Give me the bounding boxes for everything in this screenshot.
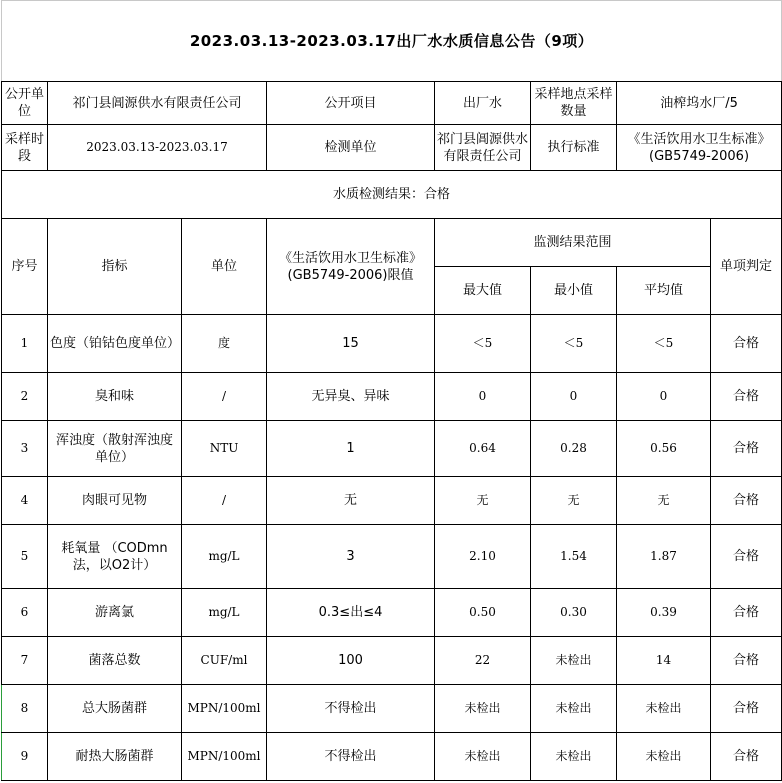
- cell-no: 9: [2, 733, 48, 781]
- cell-limit: 15: [267, 315, 435, 373]
- cell-avg: 14: [617, 637, 711, 685]
- cell-no: 2: [2, 373, 48, 421]
- cell-avg: 无: [617, 477, 711, 525]
- label-public-item: 公开项目: [267, 82, 435, 125]
- cell-max: 22: [435, 637, 531, 685]
- cell-min: 0.30: [531, 589, 617, 637]
- cell-max: ＜5: [435, 315, 531, 373]
- cell-avg: 0.56: [617, 421, 711, 477]
- cell-indicator: 耗氧量 （CODmn法，以O2计）: [48, 525, 182, 589]
- public-item-value: 出厂水: [435, 82, 531, 125]
- label-sampling: 采样地点采样数量: [531, 82, 617, 125]
- cell-min: 未检出: [531, 685, 617, 733]
- table-row: [2, 477, 782, 525]
- test-unit-value: 祁门县阊源供水有限责任公司: [435, 125, 531, 171]
- cell-verdict: 合格: [711, 421, 782, 477]
- cell-limit: 1: [267, 421, 435, 477]
- header-indicator: 指标: [48, 219, 182, 315]
- header-range: 监测结果范围: [435, 219, 711, 267]
- cell-min: 0.28: [531, 421, 617, 477]
- cell-limit: 3: [267, 525, 435, 589]
- label-standard: 执行标准: [531, 125, 617, 171]
- table-row: [2, 315, 782, 373]
- cell-no: 8: [2, 685, 48, 733]
- data-rows: [2, 315, 782, 781]
- cell-no: 6: [2, 589, 48, 637]
- public-unit-value: 祁门县阊源供水有限责任公司: [48, 82, 267, 125]
- cell-min: 未检出: [531, 637, 617, 685]
- cell-max: 无: [435, 477, 531, 525]
- table-row: [2, 637, 782, 685]
- cell-min: 无: [531, 477, 617, 525]
- cell-min: 1.54: [531, 525, 617, 589]
- table-row: [2, 373, 782, 421]
- cell-indicator: 臭和味: [48, 373, 182, 421]
- cell-unit: NTU: [182, 421, 267, 477]
- header-no: 序号: [2, 219, 48, 315]
- table-row: [2, 589, 782, 637]
- cell-indicator: 游离氯: [48, 589, 182, 637]
- cell-max: 0.64: [435, 421, 531, 477]
- cell-max: 0: [435, 373, 531, 421]
- cell-verdict: 合格: [711, 525, 782, 589]
- cell-indicator: 总大肠菌群: [48, 685, 182, 733]
- cell-verdict: 合格: [711, 315, 782, 373]
- cell-unit: mg/L: [182, 589, 267, 637]
- cell-unit: /: [182, 373, 267, 421]
- water-quality-table: [1, 0, 782, 781]
- header-limit: 《生活饮用水卫生标准》(GB5749-2006)限值: [267, 219, 435, 315]
- cell-verdict: 合格: [711, 373, 782, 421]
- cell-max: 未检出: [435, 733, 531, 781]
- cell-no: 4: [2, 477, 48, 525]
- header-unit: 单位: [182, 219, 267, 315]
- cell-limit: 无: [267, 477, 435, 525]
- result-line: 水质检测结果：合格: [2, 171, 782, 219]
- cell-unit: 度: [182, 315, 267, 373]
- sampling-value: 油榨坞水厂/5: [617, 82, 782, 125]
- table-row: [2, 685, 782, 733]
- cell-avg: ＜5: [617, 315, 711, 373]
- cell-verdict: 合格: [711, 733, 782, 781]
- label-test-unit: 检测单位: [267, 125, 435, 171]
- cell-indicator: 色度（铂钴色度单位）: [48, 315, 182, 373]
- cell-unit: CUF/ml: [182, 637, 267, 685]
- label-period: 采样时段: [2, 125, 48, 171]
- cell-min: 0: [531, 373, 617, 421]
- cell-verdict: 合格: [711, 589, 782, 637]
- header-max: 最大值: [435, 267, 531, 315]
- table-row: [2, 525, 782, 589]
- header-avg: 平均值: [617, 267, 711, 315]
- cell-limit: 不得检出: [267, 685, 435, 733]
- cell-indicator: 肉眼可见物: [48, 477, 182, 525]
- standard-value: 《生活饮用水卫生标准》(GB5749-2006): [617, 125, 782, 171]
- cell-verdict: 合格: [711, 685, 782, 733]
- cell-no: 7: [2, 637, 48, 685]
- period-value: 2023.03.13-2023.03.17: [48, 125, 267, 171]
- cell-limit: 0.3≤出≤4: [267, 589, 435, 637]
- cell-avg: 1.87: [617, 525, 711, 589]
- label-public-unit: 公开单位: [2, 82, 48, 125]
- cell-min: ＜5: [531, 315, 617, 373]
- table-row: [2, 421, 782, 477]
- cell-min: 未检出: [531, 733, 617, 781]
- cell-unit: mg/L: [182, 525, 267, 589]
- cell-no: 3: [2, 421, 48, 477]
- cell-avg: 未检出: [617, 685, 711, 733]
- cell-indicator: 耐热大肠菌群: [48, 733, 182, 781]
- cell-unit: MPN/100ml: [182, 685, 267, 733]
- cell-avg: 0.39: [617, 589, 711, 637]
- header-verdict: 单项判定: [711, 219, 782, 315]
- cell-limit: 无异臭、异味: [267, 373, 435, 421]
- table-row: [2, 733, 782, 781]
- cell-verdict: 合格: [711, 637, 782, 685]
- cell-no: 5: [2, 525, 48, 589]
- cell-max: 0.50: [435, 589, 531, 637]
- cell-indicator: 菌落总数: [48, 637, 182, 685]
- cell-avg: 未检出: [617, 733, 711, 781]
- cell-limit: 不得检出: [267, 733, 435, 781]
- cell-max: 未检出: [435, 685, 531, 733]
- cell-no: 1: [2, 315, 48, 373]
- cell-indicator: 浑浊度（散射浑浊度单位）: [48, 421, 182, 477]
- cell-limit: 100: [267, 637, 435, 685]
- cell-avg: 0: [617, 373, 711, 421]
- cell-max: 2.10: [435, 525, 531, 589]
- page-title: 2023.03.13-2023.03.17出厂水水质信息公告（9项）: [2, 1, 782, 82]
- cell-unit: /: [182, 477, 267, 525]
- cell-unit: MPN/100ml: [182, 733, 267, 781]
- cell-verdict: 合格: [711, 477, 782, 525]
- header-min: 最小值: [531, 267, 617, 315]
